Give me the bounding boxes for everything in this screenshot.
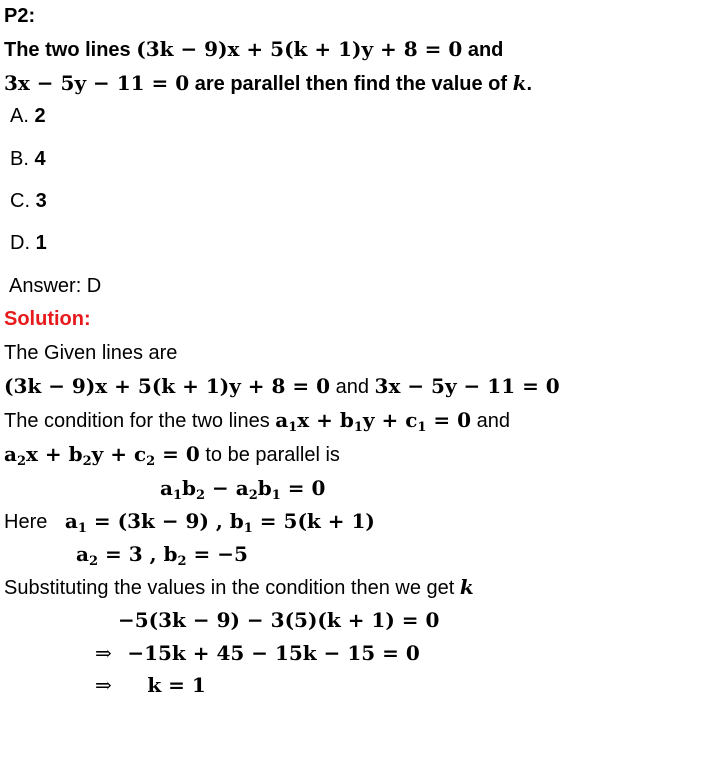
solution-given: The Given lines are (4, 342, 178, 364)
answer: Answer: D (9, 275, 102, 297)
option-b (10, 146, 46, 172)
option-value: 4 (34, 148, 46, 170)
statement-prefix: The two lines (4, 39, 131, 61)
option-letter: A. (10, 105, 29, 127)
variable-k: k (512, 71, 527, 95)
here-line (4, 508, 375, 542)
step-2 (95, 640, 420, 667)
option-letter: C. (10, 190, 30, 212)
solution-heading: Solution: (4, 308, 91, 330)
variable-k: k (459, 575, 474, 599)
problem-statement-line1 (4, 36, 503, 63)
and-word: and (476, 410, 510, 432)
and-word: and (335, 376, 369, 398)
problem-statement-line2 (4, 70, 532, 97)
option-a (10, 103, 46, 129)
condition-equation: $a_1b_2 - a_2b_1 = 0$ (160, 476, 326, 503)
step-1 (118, 607, 439, 634)
step-2-equation: −15k + 45 − 15k − 15 = 0 (127, 641, 420, 665)
implies-arrow: ⇒ (95, 641, 112, 665)
coefficient-values-2 (76, 541, 248, 575)
option-letter: B. (10, 148, 29, 170)
and-word: and (467, 39, 504, 61)
period: . (526, 73, 533, 95)
given-eq2: 3x − 5y − 11 = 0 (374, 374, 560, 398)
here-word: Here (4, 511, 48, 533)
problem-id: P2: (4, 5, 36, 27)
given-eq1: (3k − 9)x + 5(k + 1)y + 8 = 0 (4, 374, 331, 398)
coefficient-equation: $a_2 = 3$ , $b_2 = -5$ (76, 542, 248, 569)
statement-middle: are parallel then find the value of (194, 73, 508, 95)
option-value: 2 (34, 105, 46, 127)
option-value: 3 (35, 190, 47, 212)
condition-text: The condition for the two lines (4, 410, 270, 432)
line2-equation: 3x − 5y − 11 = 0 (4, 71, 190, 95)
option-letter: D. (10, 232, 30, 254)
general-line2: $a_2x + b_2y + c_2 = 0$ (4, 442, 200, 469)
parallel-condition (160, 475, 325, 509)
given-equations (4, 373, 560, 400)
option-d (10, 230, 47, 256)
step-3 (95, 672, 206, 699)
substitution-text: Substituting the values in the condition then we get (4, 577, 455, 599)
step-3-equation: k = 1 (147, 673, 206, 697)
implies-arrow: ⇒ (95, 673, 112, 697)
condition-line1 (4, 407, 510, 441)
coefficient-values-1: $a_1 = (3k - 9)$ , $b_1 = 5(k + 1)$ (64, 509, 375, 536)
option-value: 1 (35, 232, 47, 254)
step-1-equation: −5(3k − 9) − 3(5)(k + 1) = 0 (118, 608, 440, 632)
option-c (10, 188, 47, 214)
general-line1: $a_1x + b_1y + c_1 = 0$ (275, 408, 472, 435)
condition-tail: to be parallel is (205, 444, 340, 466)
substitution-line (4, 574, 474, 601)
line1-equation: (3k − 9)x + 5(k + 1)y + 8 = 0 (136, 37, 463, 61)
condition-line2 (4, 441, 340, 475)
